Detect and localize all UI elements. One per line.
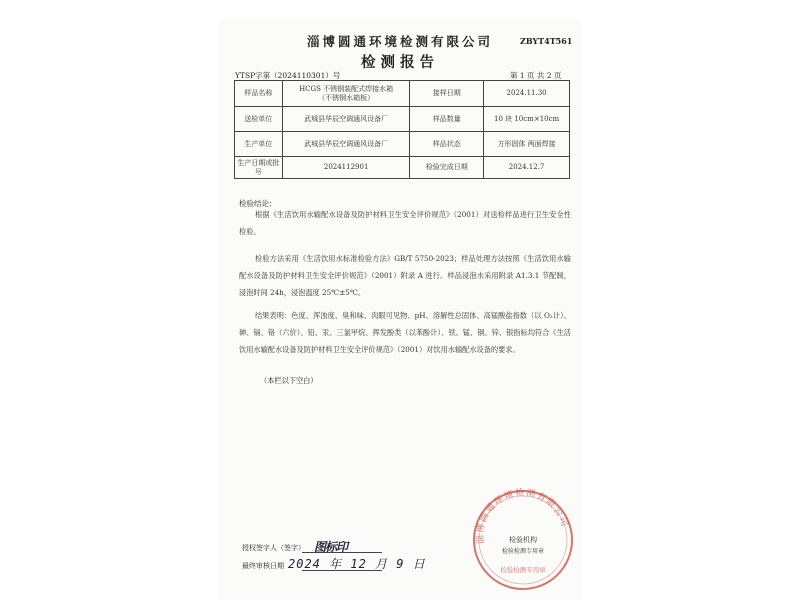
report-code: ZBYT4T561 <box>520 36 573 46</box>
table-row <box>235 157 570 179</box>
conclusion-paragraph-3: 结果表明：色度、浑浊度、臭和味、肉眼可见物、pH、溶解性总固体、高锰酸盐指数（以 O₂计）、砷、镉、铬（六价）、铅、汞、三氯甲烷、挥发酚类（以苯酚计）、铁、锰、铜、锌、银指标均符合《生活饮用水输配水设备及防护材料卫生安全评价规范》（2001）对饮用水输配水设备的要求。 <box>239 311 571 354</box>
quantity-value: 10 块 10cm×10cm <box>484 107 570 132</box>
sample-name-line1: HCGS 不锈钢装配式焊接水箱 <box>299 85 394 94</box>
page-number: 第 1 页 共 2 页 <box>510 71 562 80</box>
producer-value: 武城县华辰空调通风设备厂 <box>282 132 410 157</box>
sample-name-line2: （不锈钢水箱板） <box>318 93 375 102</box>
table-row <box>235 81 570 107</box>
blank-note: （本栏以下空白） <box>260 376 318 385</box>
sample-info-table <box>234 80 570 179</box>
signer-signature: 图标印 <box>314 540 348 554</box>
conclusion-heading: 检验结论： <box>239 199 277 208</box>
sender-value: 武城县华辰空调通风设备厂 <box>282 107 410 132</box>
finish-date-value: 2024.12.7 <box>484 157 570 179</box>
company-name: 淄博圆通环境检测有限公司 <box>306 34 493 49</box>
stamp-ring-text: 淄博圆通环境检测有限公司 <box>475 488 570 545</box>
quantity-label: 样品数量 <box>410 107 484 132</box>
review-date-handwritten: 2024 年 12 月 9 日 <box>288 557 426 571</box>
conclusion-paragraph-1: 根据《生活饮用水输配水设备及防护材料卫生安全评价规范》（2001）对送检样品进行卫生安全性检验。 <box>239 210 571 236</box>
stamp-graphic <box>471 488 575 592</box>
batch-label: 生产日期或批号 <box>235 157 283 179</box>
state-value: 方形固体 两面焊接 <box>484 132 570 157</box>
conclusion-paragraph-2: 检验方法采用《生活饮用水标准检验方法》GB/T 5750-2023；样品处理方法按照《生活饮用水输配水设备及防护材料卫生安全评价规范》（2001）附录 A 进行。样品浸泡水采用附录 A1.3.1 节配制，浸泡时间 24h，浸泡温度 25℃±5℃。 <box>239 254 571 297</box>
sender-label: 送检单位 <box>235 107 283 132</box>
state-label: 样品状态 <box>410 132 484 157</box>
table-row <box>235 107 570 132</box>
stamp-bottom-text: 检验检测专用章 <box>500 566 546 574</box>
producer-label: 生产单位 <box>235 132 283 157</box>
stamp-center-line1: 检验机构 <box>509 536 537 544</box>
table-row <box>235 132 570 157</box>
receive-date-label: 接样日期 <box>410 81 484 107</box>
report-title: 检测报告 <box>361 54 439 71</box>
batch-value: 2024112901 <box>282 157 410 179</box>
report-sheet <box>218 18 582 600</box>
official-stamp <box>471 488 575 592</box>
stamp-center-line2: 检验检测专用章 <box>501 548 545 555</box>
sample-name-value <box>282 81 410 107</box>
receive-date-value: 2024.11.30 <box>484 81 570 107</box>
review-date-label: 最终审核日期 <box>242 562 284 570</box>
finish-date-label: 检验完成日期 <box>410 157 484 179</box>
signer-label: 授权签字人（签字） <box>242 544 305 552</box>
sample-name-label: 样品名称 <box>235 81 283 107</box>
report-number: YTSP字第（2024110301）号 <box>235 71 341 80</box>
